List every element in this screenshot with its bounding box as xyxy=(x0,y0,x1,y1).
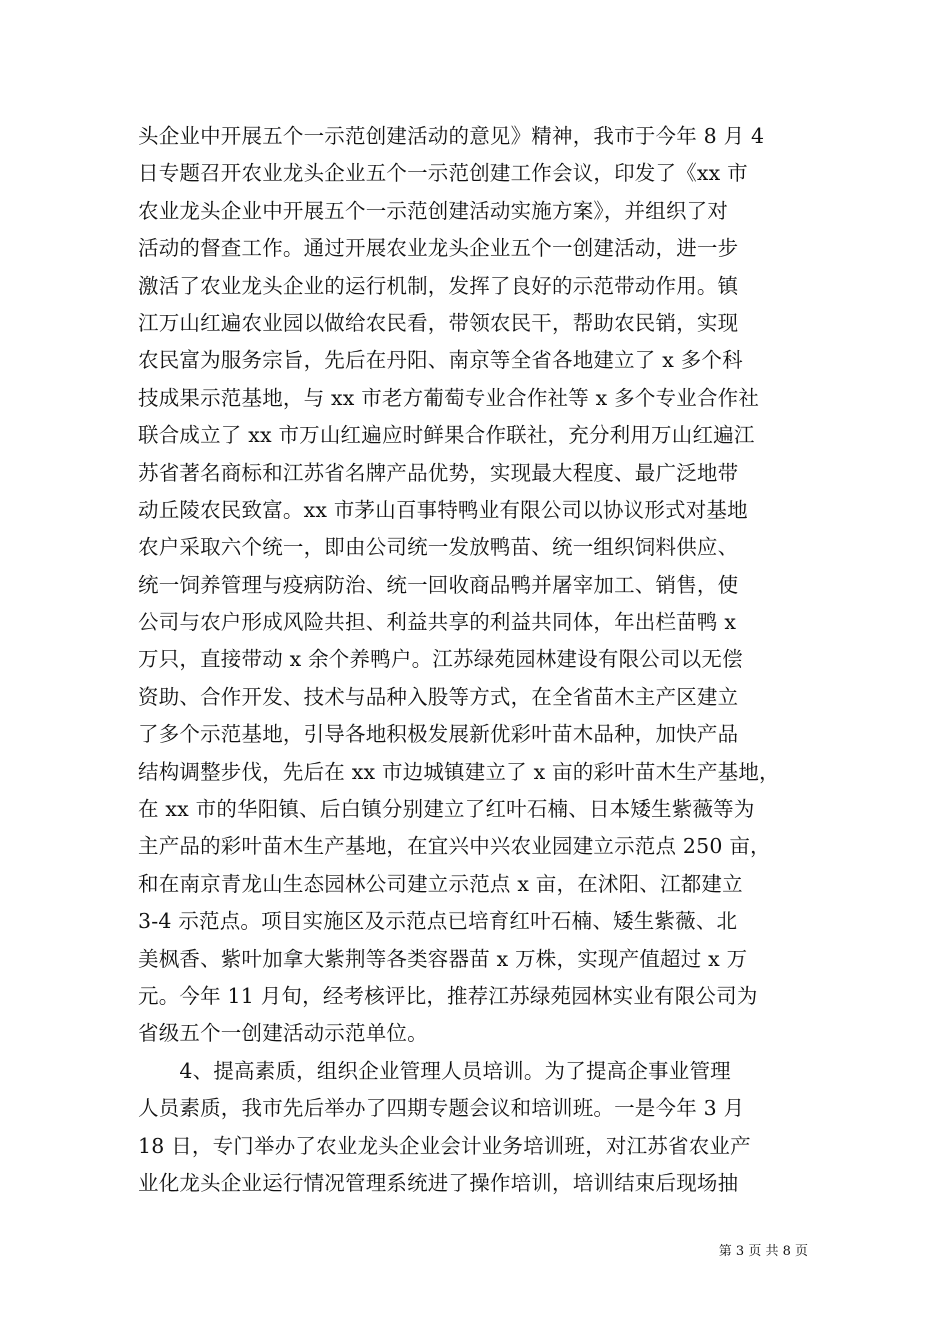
text-line: 3-4 示范点。项目实施区及示范点已培育红叶石楠、矮生紫薇、北 xyxy=(138,909,738,934)
text-line: 4、提高素质，组织企业管理人员培训。为了提高企事业管理 xyxy=(138,1058,731,1083)
text-line: 结构调整步伐，先后在 xx 市边城镇建立了 x 亩的彩叶苗木生产基地， xyxy=(138,759,780,784)
text-line: 江万山红遍农业园以做给农民看，带领农民干，帮助农民销，实现 xyxy=(138,310,739,335)
text-line: 激活了农业龙头企业的运行机制，发挥了良好的示范带动作用。镇 xyxy=(138,273,739,298)
body-text xyxy=(138,118,818,1202)
text-line: 美枫香、紫叶加拿大紫荆等各类容器苗 x 万株，实现产值超过 x 万 xyxy=(138,946,748,971)
text-line: 农业龙头企业中开展五个一示范创建活动实施方案》，并组织了对 xyxy=(138,198,729,223)
text-line: 公司与农户形成风险共担、利益共享的利益共同体，年出栏苗鸭 x xyxy=(138,610,737,635)
text-line: 活动的督查工作。通过开展农业龙头企业五个一创建活动，进一步 xyxy=(138,236,739,261)
text-line: 统一饲养管理与疫病防治、统一回收商品鸭并屠宰加工、销售，使 xyxy=(138,572,739,597)
text-line: 头企业中开展五个一示范创建活动的意见》精神，我市于今年 8 月 4 xyxy=(138,124,765,148)
text-line: 业化龙头企业运行情况管理系统进了操作培训，培训结束后现场抽 xyxy=(138,1170,739,1195)
text-line: 了多个示范基地，引导各地积极发展新优彩叶苗木品种，加快产品 xyxy=(138,722,739,747)
text-line: 在 xx 市的华阳镇、后白镇分别建立了红叶石楠、日本矮生紫薇等为 xyxy=(138,797,755,822)
text-line: 动丘陵农民致富。xx 市茅山百事特鸭业有限公司以协议形式对基地 xyxy=(138,497,748,522)
text-line: 18 日，专门举办了农业龙头企业会计业务培训班，对江苏省农业产 xyxy=(138,1133,751,1158)
text-line: 农民富为服务宗旨，先后在丹阳、南京等全省各地建立了 x 多个科 xyxy=(138,348,743,373)
text-line: 技成果示范基地，与 xx 市老方葡萄专业合作社等 x 多个专业合作社 xyxy=(138,385,760,410)
text-line: 资助、合作开发、技术与品种入股等方式，在全省苗木主产区建立 xyxy=(138,684,739,709)
text-line: 苏省著名商标和江苏省名牌产品优势，实现最大程度、最广泛地带 xyxy=(138,460,739,485)
text-line: 人员素质，我市先后举办了四期专题会议和培训班。一是今年 3 月 xyxy=(138,1096,745,1121)
text-line: 和在南京青龙山生态园林公司建立示范点 x 亩，在沭阳、江都建立 xyxy=(138,871,743,896)
text-line: 农户采取六个统一，即由公司统一发放鸭苗、统一组织饲料供应、 xyxy=(138,535,739,560)
text-line: 省级五个一创建活动示范单位。 xyxy=(138,1021,428,1046)
text-line: 联合成立了 xx 市万山红遍应时鲜果合作联社，充分利用万山红遍江 xyxy=(138,423,755,448)
text-line: 主产品的彩叶苗木生产基地，在宜兴中兴农业园建立示范点 250 亩， xyxy=(138,834,771,859)
text-line: 元。今年 11 月旬，经考核评比，推荐江苏绿苑园林实业有限公司为 xyxy=(138,983,758,1008)
text-line: 万只，直接带动 x 余个养鸭户。江苏绿苑园林建设有限公司以无偿 xyxy=(138,647,743,672)
page-number-footer: 第 3 页 共 8 页 xyxy=(718,1244,808,1259)
text-line: 日专题召开农业龙头企业五个一示范创建工作会议，印发了《xx 市 xyxy=(138,161,748,186)
